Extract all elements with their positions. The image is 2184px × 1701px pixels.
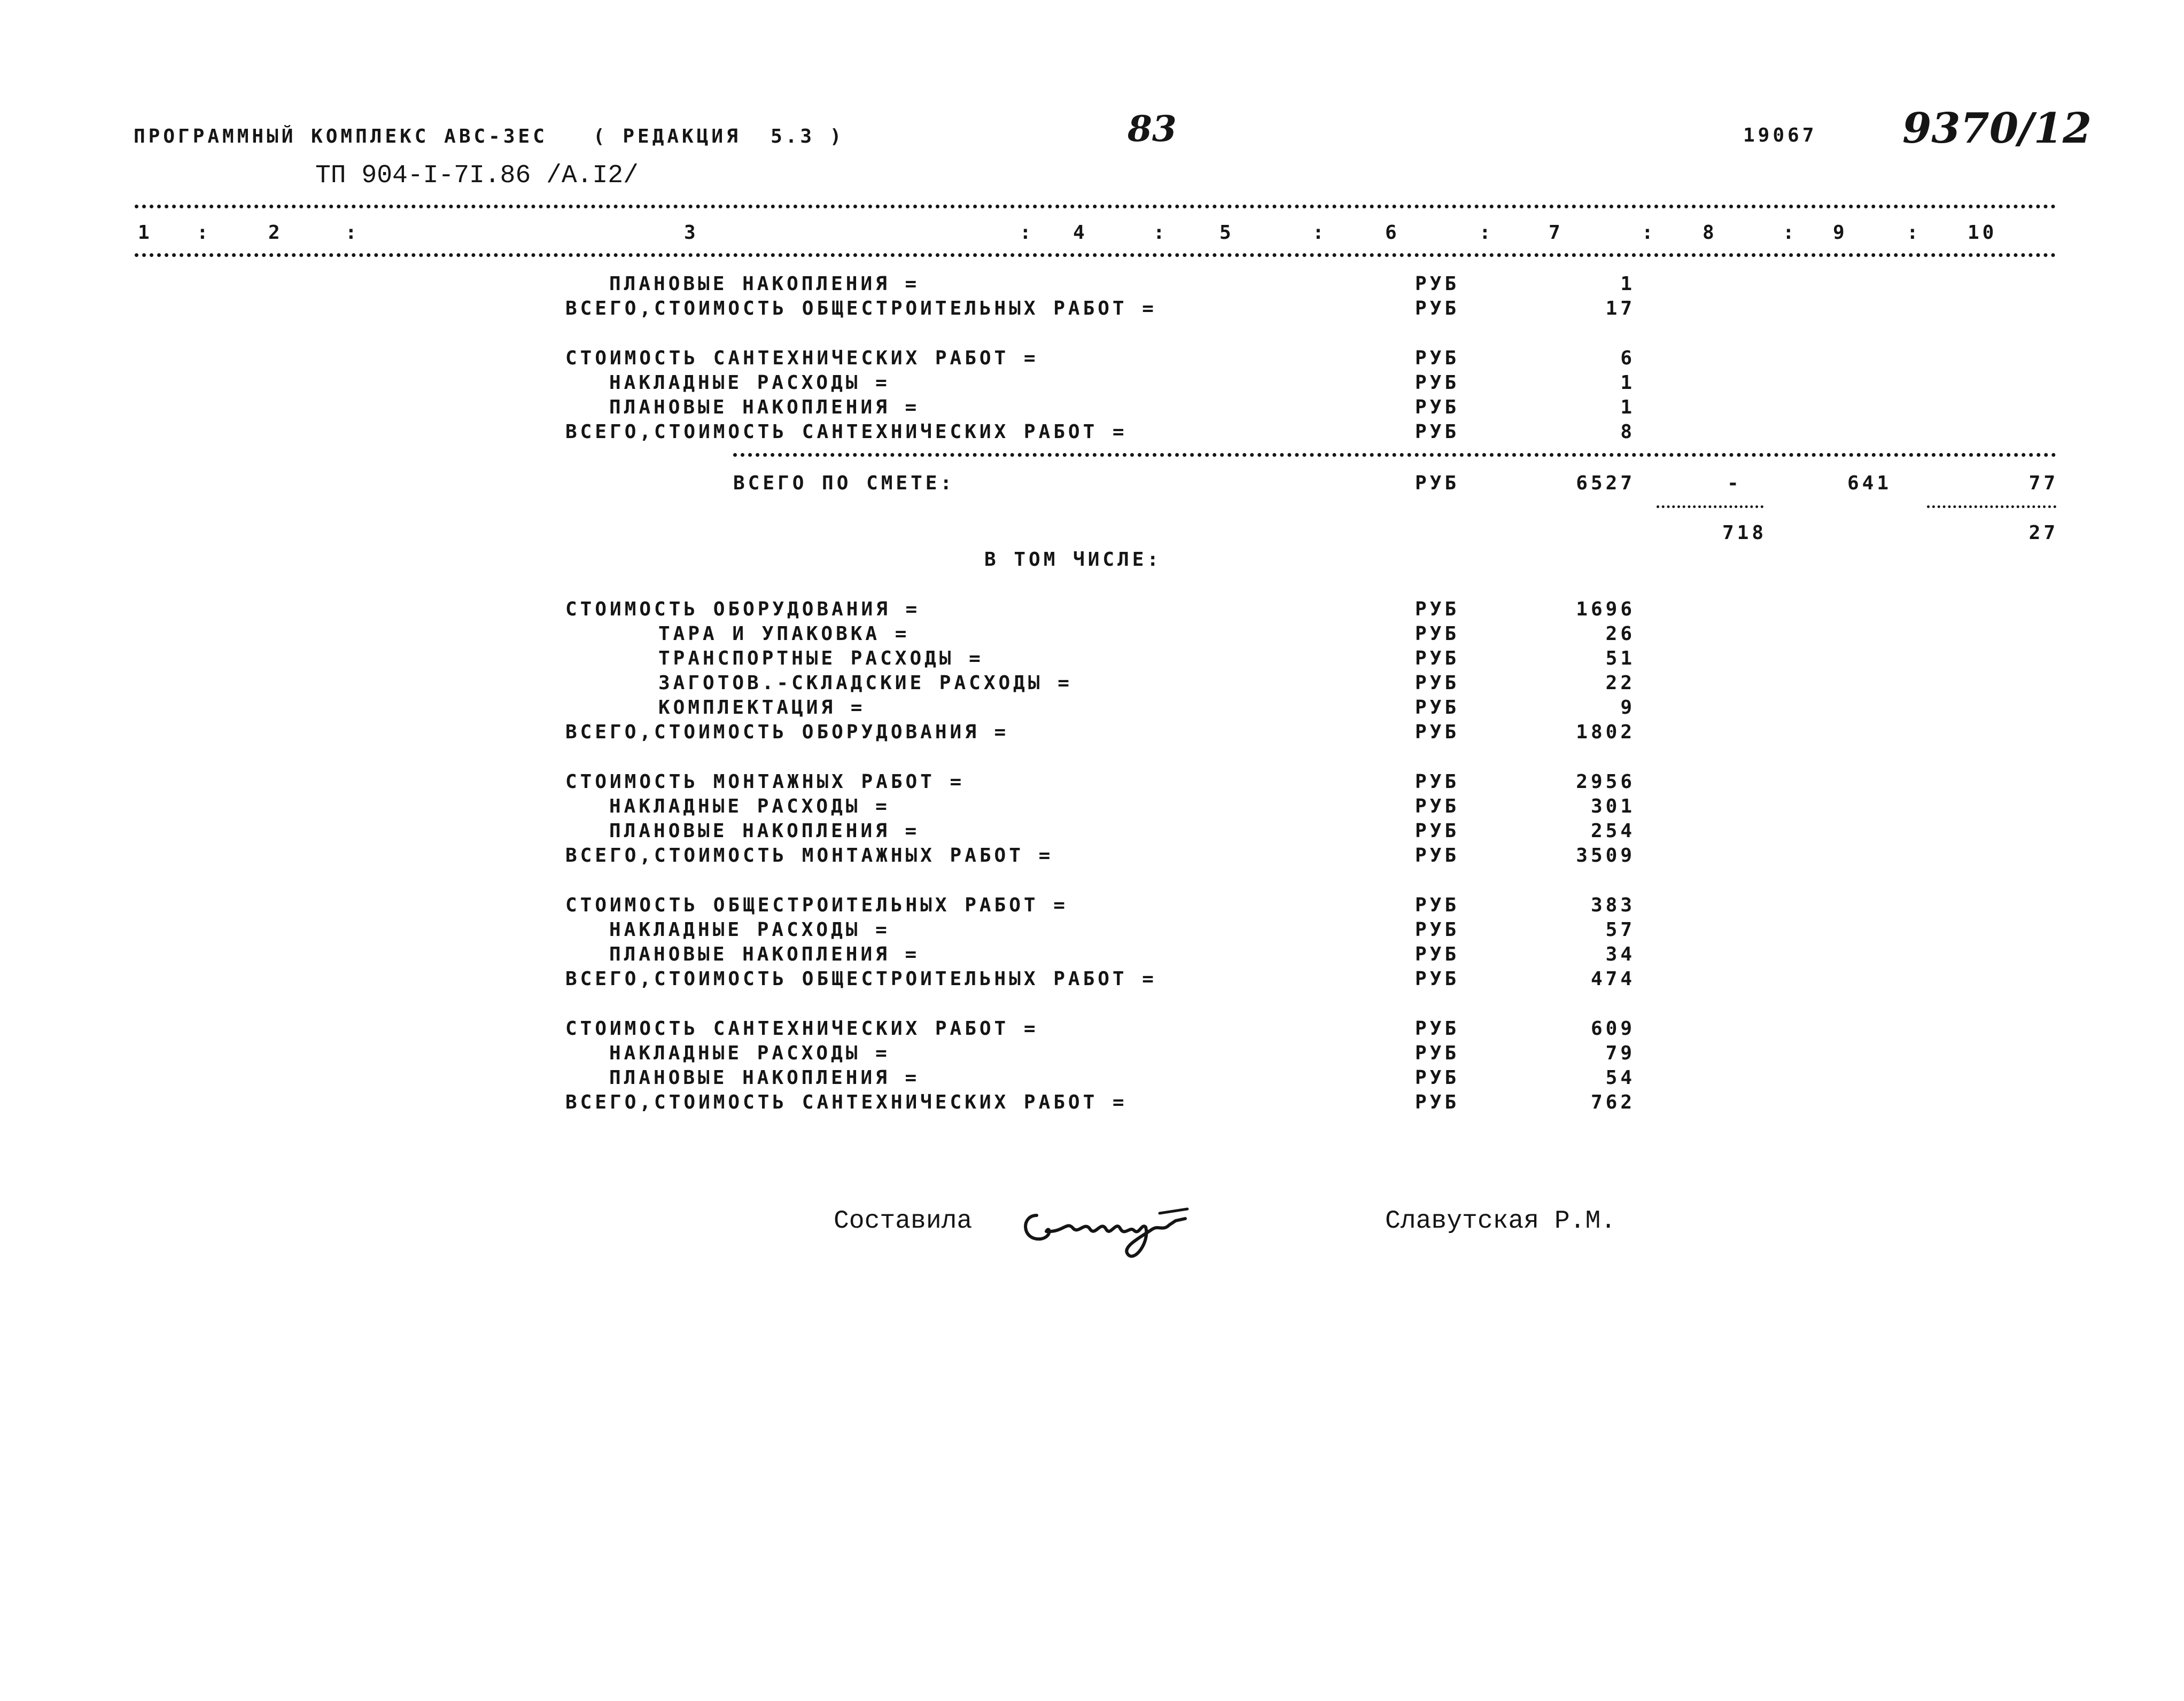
breakdown-value: 2956	[1576, 771, 1635, 793]
row-value: 1	[1620, 372, 1635, 394]
breakdown-unit: РУБ	[1415, 820, 1460, 842]
breakdown-value: 474	[1590, 968, 1635, 990]
breakdown-unit: РУБ	[1415, 771, 1460, 793]
breakdown-value: 57	[1605, 919, 1635, 941]
breakdown-label: КОМПЛЕКТАЦИЯ =	[658, 697, 866, 719]
breakdown-label: ВСЕГО,СТОИМОСТЬ ОБОРУДОВАНИЯ =	[565, 721, 1009, 743]
breakdown-unit: РУБ	[1415, 968, 1460, 990]
col-sep: :	[1783, 222, 1798, 244]
breakdown-value: 79	[1605, 1042, 1635, 1064]
breakdown-label: СТОИМОСТЬ МОНТАЖНЫХ РАБОТ =	[565, 771, 965, 793]
row-unit: РУБ	[1415, 347, 1460, 369]
breakdown-value: 254	[1590, 820, 1635, 842]
row-value: 6	[1620, 347, 1635, 369]
breakdown-label: ЗАГОТОВ.-СКЛАДСКИЕ РАСХОДЫ =	[658, 672, 1072, 694]
total-col8: -	[1727, 472, 1742, 494]
breakdown-value: 762	[1590, 1091, 1635, 1113]
breakdown-unit: РУБ	[1415, 919, 1460, 941]
total-rule	[733, 453, 2056, 457]
breakdown-label: НАКЛАДНЫЕ РАСХОДЫ =	[609, 1042, 890, 1064]
breakdown-value: 301	[1590, 795, 1635, 817]
col-header-10: 10	[1968, 222, 1998, 244]
total-unit: РУБ	[1415, 472, 1460, 494]
breakdown-value: 34	[1605, 943, 1635, 965]
doc-reference: 9370/12	[1902, 104, 2092, 153]
row-label: СТОИМОСТЬ САНТЕХНИЧЕСКИХ РАБОТ =	[565, 347, 1039, 369]
breakdown-unit: РУБ	[1415, 623, 1460, 645]
compiled-by-label: Составила	[834, 1207, 973, 1236]
breakdown-unit: РУБ	[1415, 845, 1460, 867]
doc-code: 19067	[1743, 124, 1817, 146]
column-header-bottom-rule	[135, 253, 2056, 257]
breakdown-value: 1696	[1576, 598, 1635, 620]
signature-text: Славутская	[1015, 1175, 1067, 1185]
breakdown-unit: РУБ	[1415, 1091, 1460, 1113]
program-title: ПРОГРАММНЫЙ КОМПЛЕКС АВС-ЗЕС	[134, 126, 548, 147]
total-col10-sub: 27	[2028, 522, 2058, 544]
program-edition: ( РЕДАКЦИЯ 5.3 )	[593, 126, 845, 147]
col-sep: :	[197, 222, 212, 244]
compiler-name: Славутская Р.М.	[1385, 1207, 1616, 1236]
row-unit: РУБ	[1415, 396, 1460, 418]
breakdown-unit: РУБ	[1415, 1042, 1460, 1064]
project-designation: ТП 904-I-7I.86 /А.I2/	[315, 161, 639, 190]
breakdown-label: ТРАНСПОРТНЫЕ РАСХОДЫ =	[658, 647, 984, 669]
breakdown-label: ТАРА И УПАКОВКА =	[658, 623, 910, 645]
col-sep: :	[1479, 222, 1494, 244]
breakdown-value: 609	[1590, 1018, 1635, 1040]
breakdown-label: СТОИМОСТЬ САНТЕХНИЧЕСКИХ РАБОТ =	[565, 1018, 1039, 1040]
col-sep: :	[1312, 222, 1327, 244]
breakdown-value: 22	[1605, 672, 1635, 694]
col-header-7: 7	[1549, 222, 1564, 244]
row-label: ПЛАНОВЫЕ НАКОПЛЕНИЯ =	[609, 396, 920, 418]
breakdown-label: НАКЛАДНЫЕ РАСХОДЫ =	[609, 919, 890, 941]
breakdown-value: 383	[1590, 894, 1635, 916]
col-header-8: 8	[1703, 222, 1717, 244]
breakdown-unit: РУБ	[1415, 795, 1460, 817]
signature	[1015, 1175, 1229, 1269]
breakdown-unit: РУБ	[1415, 697, 1460, 719]
breakdown-label: НАКЛАДНЫЕ РАСХОДЫ =	[609, 795, 890, 817]
breakdown-label: ВСЕГО,СТОИМОСТЬ МОНТАЖНЫХ РАБОТ =	[565, 845, 1054, 867]
sheet-number: 83	[1128, 108, 1177, 150]
row-value: 17	[1605, 298, 1635, 319]
breakdown-unit: РУБ	[1415, 647, 1460, 669]
breakdown-unit: РУБ	[1415, 894, 1460, 916]
row-label: ВСЕГО,СТОИМОСТЬ САНТЕХНИЧЕСКИХ РАБОТ =	[565, 421, 1128, 443]
column-header-top-rule	[135, 205, 2056, 208]
col-header-9: 9	[1833, 222, 1848, 244]
row-value: 1	[1620, 396, 1635, 418]
row-unit: РУБ	[1415, 372, 1460, 394]
breakdown-value: 3509	[1576, 845, 1635, 867]
col-sep: :	[1642, 222, 1657, 244]
total-col9: 641	[1847, 472, 1892, 494]
col-sep: :	[1020, 222, 1035, 244]
breakdown-label: ПЛАНОВЫЕ НАКОПЛЕНИЯ =	[609, 1067, 920, 1089]
breakdown-unit: РУБ	[1415, 1018, 1460, 1040]
total-col8-sub: 718	[1722, 522, 1767, 544]
col-header-4: 4	[1073, 222, 1088, 244]
col10-sum-rule	[1927, 505, 2056, 508]
breakdown-value: 9	[1620, 697, 1635, 719]
row-unit: РУБ	[1415, 298, 1460, 319]
row-label: НАКЛАДНЫЕ РАСХОДЫ =	[609, 372, 890, 394]
col-sep: :	[1907, 222, 1922, 244]
breakdown-label: СТОИМОСТЬ ОБОРУДОВАНИЯ =	[565, 598, 921, 620]
row-label: ВСЕГО,СТОИМОСТЬ ОБЩЕСТРОИТЕЛЬНЫХ РАБОТ =	[565, 298, 1157, 319]
breakdown-label: ВСЕГО,СТОИМОСТЬ ОБЩЕСТРОИТЕЛЬНЫХ РАБОТ =	[565, 968, 1157, 990]
col-header-6: 6	[1385, 222, 1400, 244]
including-heading: В ТОМ ЧИСЛЕ:	[984, 549, 1162, 571]
col-header-5: 5	[1219, 222, 1234, 244]
breakdown-label: ПЛАНОВЫЕ НАКОПЛЕНИЯ =	[609, 943, 920, 965]
row-value: 8	[1620, 421, 1635, 443]
total-value: 6527	[1576, 472, 1635, 494]
breakdown-value: 54	[1605, 1067, 1635, 1089]
col-sep: :	[1153, 222, 1168, 244]
breakdown-value: 26	[1605, 623, 1635, 645]
row-label: ПЛАНОВЫЕ НАКОПЛЕНИЯ =	[609, 273, 920, 295]
row-unit: РУБ	[1415, 421, 1460, 443]
total-label: ВСЕГО ПО СМЕТЕ:	[733, 472, 955, 494]
breakdown-unit: РУБ	[1415, 598, 1460, 620]
breakdown-unit: РУБ	[1415, 672, 1460, 694]
row-value: 1	[1620, 273, 1635, 295]
row-unit: РУБ	[1415, 273, 1460, 295]
col-sep: :	[345, 222, 360, 244]
col-header-3: 3	[684, 222, 699, 244]
breakdown-unit: РУБ	[1415, 1067, 1460, 1089]
breakdown-value: 51	[1605, 647, 1635, 669]
breakdown-label: СТОИМОСТЬ ОБЩЕСТРОИТЕЛЬНЫХ РАБОТ =	[565, 894, 1068, 916]
breakdown-unit: РУБ	[1415, 943, 1460, 965]
breakdown-value: 1802	[1576, 721, 1635, 743]
breakdown-unit: РУБ	[1415, 721, 1460, 743]
breakdown-label: ВСЕГО,СТОИМОСТЬ САНТЕХНИЧЕСКИХ РАБОТ =	[565, 1091, 1128, 1113]
col8-sum-rule	[1657, 505, 1763, 508]
total-col10: 77	[2028, 472, 2058, 494]
col-header-2: 2	[268, 222, 283, 244]
breakdown-label: ПЛАНОВЫЕ НАКОПЛЕНИЯ =	[609, 820, 920, 842]
col-header-1: 1	[138, 222, 153, 244]
